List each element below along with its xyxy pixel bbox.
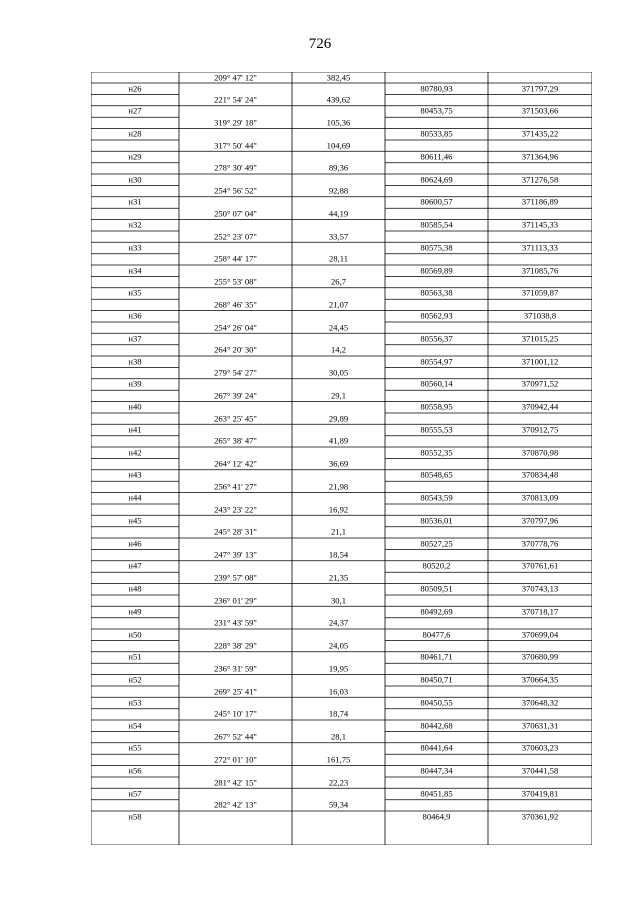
coordinate-y: 370797,96 [521, 515, 559, 526]
segment-length: 26,7 [330, 276, 347, 287]
point-label: н41 [128, 424, 142, 435]
coordinate-x: 80464,9 [422, 811, 451, 822]
segment-length: 92,88 [328, 185, 349, 196]
point-label: н28 [128, 128, 142, 139]
segment-angle: 264° 20' 30" [214, 344, 257, 355]
coordinate-y: 370699,04 [521, 629, 559, 640]
segment-length: 30,1 [330, 595, 347, 606]
segment-angle: 231° 43' 59" [214, 617, 257, 628]
coordinate-x: 80575,38 [420, 242, 453, 253]
segment-angle: 254° 56' 52" [214, 185, 257, 196]
coordinate-y: 370834,48 [521, 469, 559, 480]
segment-length: 89,36 [328, 162, 349, 173]
segment-angle: 317° 50' 44" [214, 140, 257, 151]
coordinate-x: 80450,55 [420, 697, 453, 708]
point-label: н47 [128, 560, 142, 571]
segment-angle: 265° 38' 47" [214, 435, 257, 446]
segment-angle: 272° 01' 10" [214, 754, 257, 765]
segment-angle: 267° 39' 24" [214, 390, 257, 401]
coordinate-x: 80442,68 [420, 720, 453, 731]
point-label: н33 [128, 242, 142, 253]
coordinate-x: 80548,65 [420, 469, 453, 480]
segment-length: 36,69 [328, 458, 349, 469]
coordinate-x: 80555,53 [420, 424, 453, 435]
coordinate-x: 80558,95 [420, 401, 453, 412]
segment-angle: 269° 25' 41" [214, 686, 257, 697]
segment-angle: 263° 25' 45" [214, 413, 257, 424]
point-label: н52 [128, 674, 142, 685]
segment-length: 161,75 [326, 754, 351, 765]
coordinate-y: 370870,98 [521, 447, 559, 458]
segment-length: 30,05 [328, 367, 349, 378]
point-label: н51 [128, 651, 142, 662]
coordinate-y: 371435,22 [521, 128, 559, 139]
segment-length: 44,19 [328, 208, 349, 219]
coordinate-y: 370680,99 [521, 651, 559, 662]
segment-length: 24,45 [328, 322, 349, 333]
segment-angle: 221° 54' 24" [214, 94, 257, 105]
segment-length: 24,37 [328, 617, 349, 628]
segment-angle: 236° 01' 29" [214, 595, 257, 606]
segment-length: 439,62 [326, 94, 351, 105]
coordinate-x: 80527,25 [420, 538, 453, 549]
coordinate-y: 371085,76 [521, 265, 559, 276]
segment-angle: 281° 42' 15" [214, 777, 257, 788]
segment-angle: 264° 12' 42" [214, 458, 257, 469]
point-label: н58 [128, 811, 142, 822]
coordinate-y: 370778,76 [521, 538, 559, 549]
segment-length: 21,35 [328, 572, 349, 583]
coordinate-y: 370603,23 [521, 742, 559, 753]
coordinate-x: 80563,38 [420, 287, 453, 298]
point-label: н48 [128, 583, 142, 594]
coordinate-y: 371038,8 [523, 310, 557, 321]
segment-length: 33,57 [328, 231, 349, 242]
point-label: н44 [128, 492, 142, 503]
segment-angle: 252° 23' 07" [214, 231, 257, 242]
coordinate-y: 371001,12 [521, 356, 559, 367]
point-label: н32 [128, 219, 142, 230]
segment-length: 21,98 [328, 481, 349, 492]
coordinate-y: 370813,09 [521, 492, 559, 503]
coordinate-y: 371015,25 [521, 333, 559, 344]
coordinate-x: 80562,93 [420, 310, 453, 321]
point-label: н26 [128, 83, 142, 94]
segment-length: 382,45 [326, 72, 351, 83]
coordinate-y: 371186,89 [521, 196, 559, 207]
segment-angle: 282° 42' 13" [214, 799, 257, 810]
point-label: н46 [128, 538, 142, 549]
segment-angle: 239° 57' 08" [214, 572, 257, 583]
segment-length: 21,1 [330, 526, 347, 537]
segment-angle: 209° 47' 12" [214, 72, 257, 83]
coordinate-x: 80569,89 [420, 265, 453, 276]
segment-angle: 256° 41' 27" [214, 481, 257, 492]
segment-angle: 255° 53' 08" [214, 276, 257, 287]
coordinate-x: 80453,75 [420, 105, 453, 116]
segment-length: 104,69 [326, 140, 351, 151]
segment-angle: 245° 28' 31" [214, 526, 257, 537]
coordinate-y: 371145,33 [521, 219, 559, 230]
segment-length: 105,36 [326, 117, 351, 128]
coordinates-table [91, 72, 592, 845]
point-label: н42 [128, 447, 142, 458]
coordinate-x: 80585,54 [420, 219, 453, 230]
coordinate-x: 80533,85 [420, 128, 453, 139]
coordinate-y: 370419,81 [521, 788, 559, 799]
segment-angle: 279° 54' 27" [214, 367, 257, 378]
coordinate-x: 80600,57 [420, 196, 453, 207]
coordinate-x: 80509,51 [420, 583, 453, 594]
coordinate-y: 371503,66 [521, 105, 559, 116]
point-label: н49 [128, 606, 142, 617]
coordinate-y: 370971,52 [521, 378, 559, 389]
coordinate-x: 80492,69 [420, 606, 453, 617]
segment-angle: 243° 23' 22" [214, 504, 257, 515]
coordinate-x: 80461,71 [420, 651, 453, 662]
coordinate-y: 370718,17 [521, 606, 559, 617]
coordinate-y: 370761,61 [521, 560, 559, 571]
coordinate-x: 80447,34 [420, 765, 453, 776]
point-label: н39 [128, 378, 142, 389]
page-number: 726 [308, 36, 332, 52]
segment-length: 16,03 [328, 686, 349, 697]
segment-length: 29,89 [328, 413, 349, 424]
point-label: н53 [128, 697, 142, 708]
point-label: н55 [128, 742, 142, 753]
segment-length: 29,1 [330, 390, 347, 401]
segment-length: 59,34 [328, 799, 349, 810]
coordinate-y: 371364,96 [521, 151, 559, 162]
segment-angle: 319° 29' 18" [214, 117, 257, 128]
segment-angle: 278° 30' 49" [214, 162, 257, 173]
segment-angle: 228° 38' 29" [214, 640, 257, 651]
point-label: н29 [128, 151, 142, 162]
point-label: н31 [128, 196, 142, 207]
coordinate-x: 80552,35 [420, 447, 453, 458]
segment-length: 22,23 [328, 777, 349, 788]
coordinate-x: 80780,93 [420, 83, 453, 94]
point-label: н35 [128, 287, 142, 298]
point-label: н38 [128, 356, 142, 367]
segment-length: 18,74 [328, 708, 349, 719]
segment-angle: 258° 44' 17" [214, 253, 257, 264]
coordinate-y: 370743,13 [521, 583, 559, 594]
point-label: н36 [128, 310, 142, 321]
point-label: н56 [128, 765, 142, 776]
coordinate-y: 370631,31 [521, 720, 559, 731]
point-label: н50 [128, 629, 142, 640]
coordinate-x: 80624,69 [420, 174, 453, 185]
segment-angle: 247° 39' 13" [214, 549, 257, 560]
coordinate-x: 80477,6 [422, 629, 451, 640]
segment-angle: 267° 52' 44" [214, 731, 257, 742]
coordinate-x: 80536,01 [420, 515, 453, 526]
point-label: н45 [128, 515, 142, 526]
segment-length: 24,05 [328, 640, 349, 651]
segment-angle: 268° 46' 35" [214, 299, 257, 310]
coordinate-x: 80611,46 [420, 151, 453, 162]
coordinate-y: 371797,29 [521, 83, 559, 94]
coordinate-x: 80543,59 [420, 492, 453, 503]
segment-length: 18,54 [328, 549, 349, 560]
segment-angle: 254° 26' 04" [214, 322, 257, 333]
coordinate-x: 80520,2 [422, 560, 451, 571]
point-label: н34 [128, 265, 142, 276]
coordinate-y: 371059,87 [521, 287, 559, 298]
coordinate-y: 370912,75 [521, 424, 559, 435]
point-label: н40 [128, 401, 142, 412]
segment-length: 41,89 [328, 435, 349, 446]
coordinate-y: 370648,32 [521, 697, 559, 708]
point-label: н57 [128, 788, 142, 799]
coordinate-x: 80556,37 [420, 333, 453, 344]
segment-length: 16,92 [328, 504, 349, 515]
point-label: н43 [128, 469, 142, 480]
segment-length: 21,07 [328, 299, 349, 310]
point-label: н30 [128, 174, 142, 185]
point-label: н27 [128, 105, 142, 116]
coordinate-x: 80441,64 [420, 742, 453, 753]
coordinate-y: 371276,58 [521, 174, 559, 185]
point-label: н37 [128, 333, 142, 344]
coordinate-y: 370942,44 [521, 401, 559, 412]
segment-length: 28,1 [330, 731, 347, 742]
coordinate-x: 80451,85 [420, 788, 453, 799]
coordinate-y: 370361,92 [521, 811, 559, 822]
segment-length: 28,11 [328, 253, 349, 264]
coordinate-x: 80554,97 [420, 356, 453, 367]
point-label: н54 [128, 720, 142, 731]
coordinate-x: 80450,71 [420, 674, 453, 685]
segment-angle: 245° 10' 17" [214, 708, 257, 719]
coordinate-y: 370664,35 [521, 674, 559, 685]
segment-length: 19,95 [328, 663, 349, 674]
segment-angle: 250° 07' 04" [214, 208, 257, 219]
coordinate-y: 371113,33 [522, 242, 558, 253]
segment-angle: 236° 31' 59" [214, 663, 257, 674]
segment-length: 14,2 [330, 344, 347, 355]
coordinate-y: 370441,58 [521, 765, 559, 776]
coordinate-x: 80560,14 [420, 378, 453, 389]
